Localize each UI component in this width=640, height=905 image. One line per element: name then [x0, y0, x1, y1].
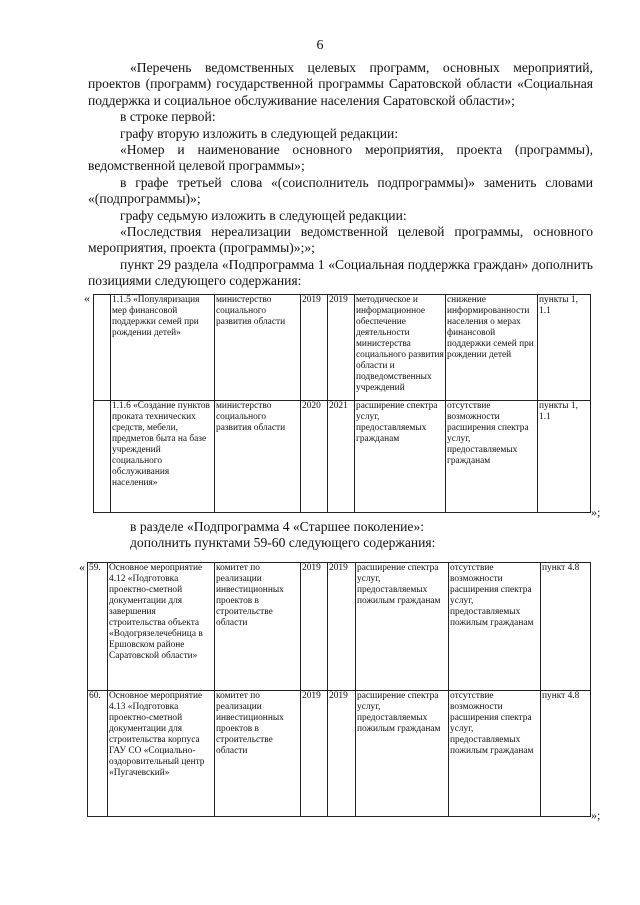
table1-close-quote: »; [591, 505, 601, 519]
cell-start: 2019 [301, 691, 328, 817]
paragraph: в графе третьей слова «(соисполнитель подпрограммы)» заменить словами «(подпрограммы)»; [88, 174, 593, 207]
paragraph: «Последствия нереализации ведомственной целевой программы, основного мероприятия, проекта (программы)»;»; [88, 224, 593, 256]
cell-executor: министерство социального развития области [215, 401, 301, 513]
paragraph: графу вторую изложить в следующей редакции: [120, 125, 399, 141]
cell-end: 2019 [328, 691, 356, 817]
cell-result: расширение спектра услуг, предоставляемых гражданам [355, 401, 446, 513]
cell-consequence: отсутствие возможности расширения спектра услуг, предоставляемых гражданам [446, 401, 538, 513]
table-row [88, 563, 591, 691]
table1-open-quote: « [84, 291, 90, 305]
cell-start: 2020 [301, 401, 328, 513]
table-row [94, 401, 591, 513]
cell-link: пункт 4.8 [541, 691, 591, 817]
cell-num [94, 401, 111, 513]
page-number: 6 [316, 38, 324, 53]
paragraph: дополнить пунктами 59-60 следующего содержания: [130, 535, 436, 551]
cell-name: 1.1.6 «Создание пунктов проката технических средств, мебели, предметов быта на базе учреждений социального обслуживания населения» [111, 401, 215, 513]
cell-link: пункт 4.8 [541, 563, 591, 691]
cell-consequence: снижение информированности населения о мерах финансовой поддержки семей при рождении детей [446, 295, 538, 401]
cell-executor: министерство социального развития области [215, 295, 301, 401]
cell-name: 1.1.5 «Популяризация мер финансовой поддержки семей при рождении детей» [111, 295, 215, 401]
cell-end: 2021 [328, 401, 355, 513]
paragraph: в разделе «Подпрограмма 4 «Старшее поколение»: [130, 519, 425, 534]
table1 [93, 294, 591, 513]
cell-consequence: отсутствие возможности расширения спектра услуг, предоставляемых пожилым гражданам [449, 563, 541, 691]
cell-start: 2019 [301, 295, 328, 401]
cell-end: 2019 [328, 563, 356, 691]
table2-close-quote: »; [591, 808, 601, 822]
table2-open-quote: « [79, 560, 85, 574]
cell-result: расширение спектра услуг, предоставляемых пожилым гражданам [356, 563, 449, 691]
cell-executor: комитет по реализации инвестиционных проектов в строительстве области [215, 691, 301, 817]
cell-result: расширение спектра услуг, предоставляемых пожилым гражданам [356, 691, 449, 817]
table-row [88, 691, 591, 817]
table2 [87, 562, 591, 817]
cell-num: 60. [88, 691, 108, 817]
body-text-top [88, 60, 593, 290]
cell-num [94, 295, 111, 401]
cell-consequence: отсутствие возможности расширения спектра услуг, предоставляемых пожилым гражданам [449, 691, 541, 817]
paragraph: в строке первой: [120, 109, 216, 125]
cell-name: Основное мероприятие 4.12 «Подготовка проектно-сметной документации для завершения строительства объекта «Водогрязелечебница в Ершовском районе Саратовской области» [108, 563, 215, 691]
cell-executor: комитет по реализации инвестиционных проектов в строительстве области [215, 563, 301, 691]
paragraph: графу седьмую изложить в следующей редакции: [120, 207, 407, 223]
table-row [94, 295, 591, 401]
paragraph: «Перечень ведомственных целевых программ, основных мероприятий, проектов (программ) государственной программы Саратовской области «Социальная поддержка и социальное обслуживание населения Саратовской области»; [88, 60, 593, 108]
cell-link: пункты 1, 1.1 [538, 401, 591, 513]
cell-num: 59. [88, 563, 108, 691]
cell-link: пункты 1, 1.1 [538, 295, 591, 401]
paragraph: «Номер и наименование основного мероприятия, проекта (программы), ведомственной целевой программы»; [88, 142, 593, 174]
cell-end: 2019 [328, 295, 355, 401]
paragraph: пункт 29 раздела «Подпрограмма 1 «Социальная поддержка граждан» дополнить позициями следующего содержания: [88, 256, 593, 289]
body-text-middle [88, 519, 593, 552]
cell-start: 2019 [301, 563, 328, 691]
cell-result: методическое и информационное обеспечение деятельности министерства социального развития области и подведомственных учреждений [355, 295, 446, 401]
cell-name: Основное мероприятие 4.13 «Подготовка проектно-сметной документации для строительства корпуса ГАУ СО «Социально-оздоровительный центр «Пугачевский» [108, 691, 215, 817]
